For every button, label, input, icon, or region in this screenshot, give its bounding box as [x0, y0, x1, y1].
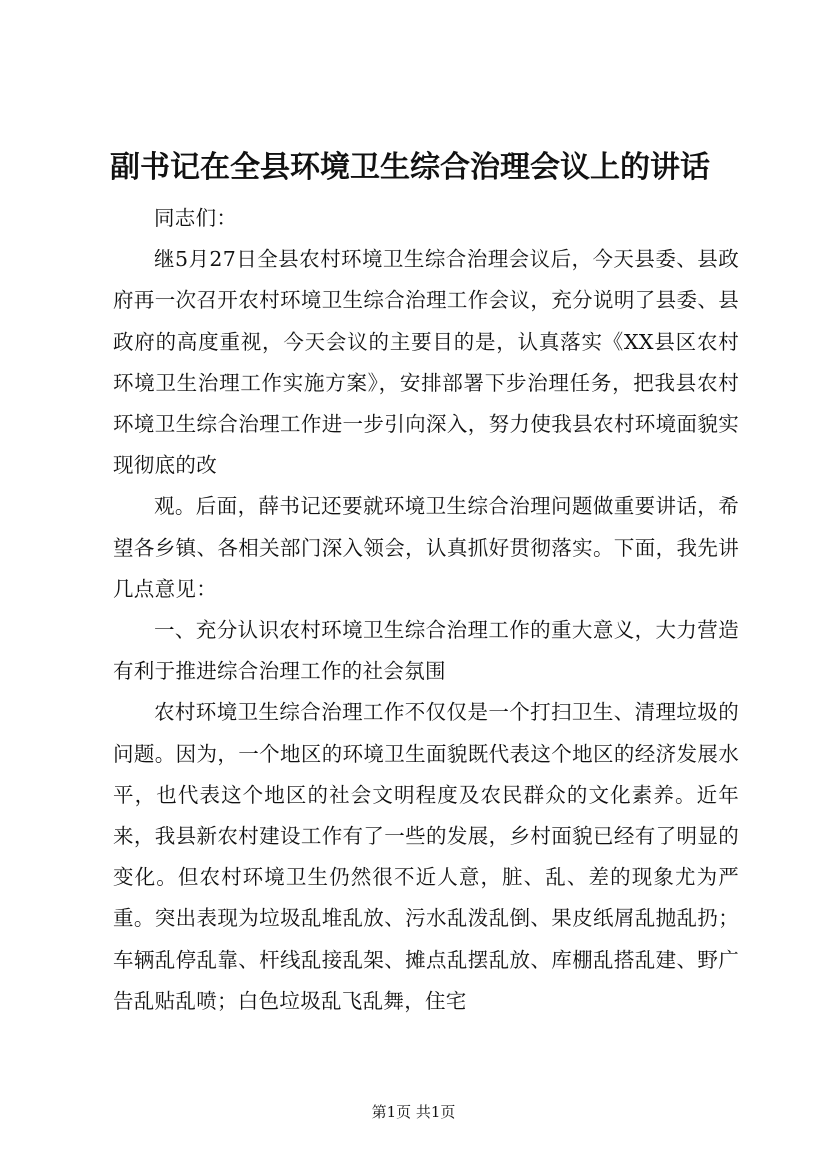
body-paragraph: 继5月27日全县农村环境卫生综合治理会议后，今天县委、县政府再一次召开农村环境卫生综合治理工作会议，充分说明了县委、县政府的高度重视，今天会议的主要目的是，认真落实《XX县区农村环境卫生治理工作实施方案》，安排部署下步治理任务，把我县农村环境卫生综合治理工作进一步引向深入，努力使我县农村环境面貌实现彻底的改: [113, 247, 739, 478]
section-heading-paragraph: 一、充分认识农村环境卫生综合治理工作的重大意义，大力营造有利于推进综合治理工作的社会氛围: [113, 618, 739, 684]
document-title: 副书记在全县环境卫生综合治理会议上的讲话: [110, 150, 710, 185]
body-paragraph: 农村环境卫生综合治理工作不仅仅是一个打扫卫生、清理垃圾的问题。因为，一个地区的环境卫生面貌既代表这个地区的经济发展水平，也代表这个地区的社会文明程度及农民群众的文化素养。近年来，我县新农村建设工作有了一些的发展，乡村面貌已经有了明显的变化。但农村环境卫生仍然很不近人意，脏、乱、差的现象尤为严重。突出表现为垃圾乱堆乱放、污水乱泼乱倒、果皮纸屑乱抛乱扔；车辆乱停乱靠、杆线乱接乱架、摊点乱摆乱放、库棚乱搭乱建、野广告乱贴乱喷；白色垃圾乱飞乱舞，住宅: [113, 700, 739, 1013]
body-paragraph: 观。后面，薛书记还要就环境卫生综合治理问题做重要讲话，希望各乡镇、各相关部门深入领会，认真抓好贯彻落实。下面，我先讲几点意见：: [113, 494, 739, 601]
document-body: [113, 198, 739, 1022]
page-footer: 第1页 共1页: [371, 1103, 456, 1121]
salutation-paragraph: 同志们：: [154, 206, 238, 230]
